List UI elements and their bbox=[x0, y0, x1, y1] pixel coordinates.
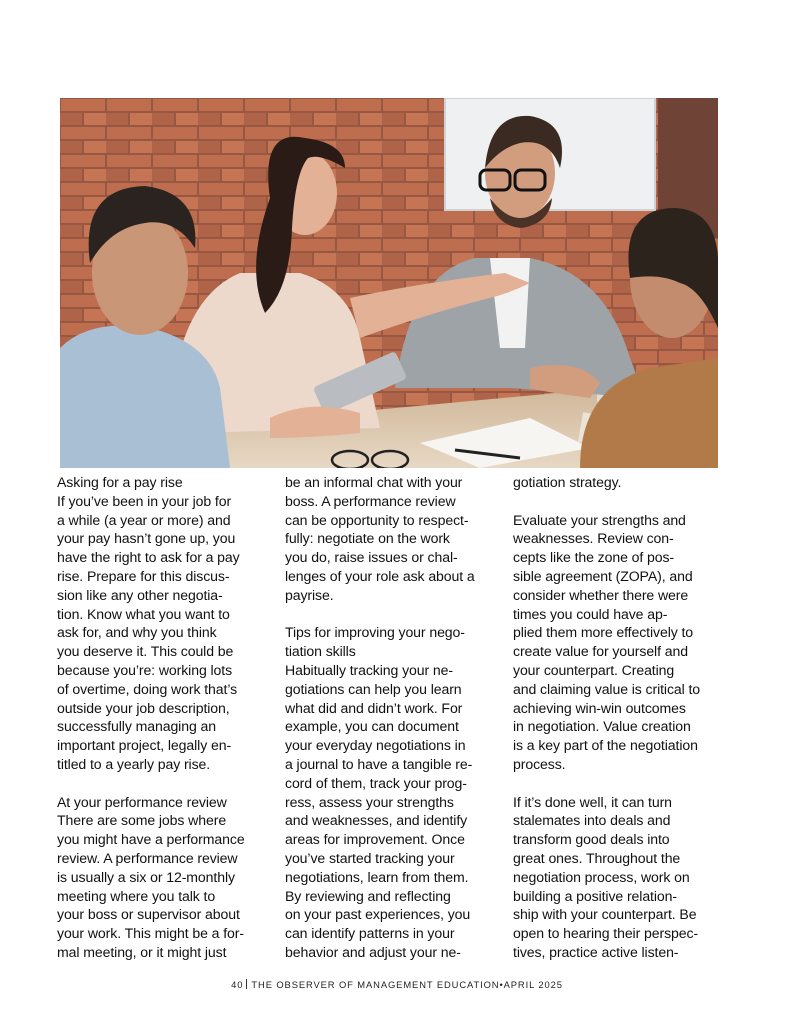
text-line: of overtime, doing work that’s bbox=[57, 680, 238, 697]
text-line: your boss or supervisor about bbox=[57, 906, 240, 923]
article-column-1 bbox=[57, 473, 265, 962]
text-line: ask for, and why you think bbox=[57, 624, 217, 641]
text-line: a journal to have a tangible re- bbox=[285, 755, 473, 772]
text-line: you’ve started tracking your bbox=[285, 849, 455, 866]
text-line: what did and didn’t work. For bbox=[285, 699, 463, 716]
text-line: lenges of your role ask about a bbox=[285, 567, 475, 584]
text-line: plied them more effectively to bbox=[513, 624, 694, 641]
text-line: have the right to ask for a pay bbox=[57, 549, 240, 566]
text-line: your counterpart. Creating bbox=[513, 661, 675, 678]
text-line: times you could have ap- bbox=[513, 605, 668, 622]
text-line: negotiations, learn from them. bbox=[285, 868, 469, 885]
text-line: is usually a six or 12-monthly bbox=[57, 868, 235, 885]
text-line: ress, assess your strengths bbox=[285, 793, 454, 810]
text-line: boss. A performance review bbox=[285, 492, 456, 509]
text-line: titled to a yearly pay rise. bbox=[57, 755, 211, 772]
text-line: you deserve it. This could be bbox=[57, 643, 234, 660]
text-line: example, you can document bbox=[285, 718, 459, 735]
text-line: open to hearing their perspec- bbox=[513, 925, 699, 942]
text-line: ship with your counterpart. Be bbox=[513, 906, 697, 923]
text-line: If you’ve been in your job for bbox=[57, 492, 232, 509]
text-line: negotiation process, work on bbox=[513, 868, 690, 885]
text-line: Asking for a pay rise bbox=[57, 474, 183, 490]
text-line: be an informal chat with your bbox=[285, 474, 463, 490]
text-line: is a key part of the negotiation bbox=[513, 737, 698, 754]
text-line: cord of them, track your prog- bbox=[285, 774, 467, 791]
text-line: tiation skills bbox=[285, 643, 356, 660]
text-line: gotiation strategy. bbox=[513, 474, 622, 490]
text-line: payrise. bbox=[285, 586, 334, 603]
text-line: By reviewing and reflecting bbox=[285, 887, 451, 904]
text-line: mal meeting, or it might just bbox=[57, 943, 227, 960]
text-line: gotiations can help you learn bbox=[285, 680, 462, 697]
text-line: process. bbox=[513, 755, 566, 772]
text-line: stalemates into deals and bbox=[513, 812, 671, 829]
text-line: create value for yourself and bbox=[513, 643, 688, 660]
text-line: in negotiation. Value creation bbox=[513, 718, 691, 735]
footer-divider bbox=[246, 979, 247, 989]
text-line: your work. This might be a for- bbox=[57, 925, 244, 942]
text-line: At your performance review bbox=[57, 793, 227, 810]
text-line: important project, legally en- bbox=[57, 737, 232, 754]
text-line: successfully managing an bbox=[57, 718, 216, 735]
article-column-2 bbox=[285, 473, 493, 962]
page-number: 40 bbox=[231, 979, 244, 990]
text-line: building a positive relation- bbox=[513, 887, 677, 904]
text-line: behavior and adjust your ne- bbox=[285, 943, 461, 960]
text-line: There are some jobs where bbox=[57, 812, 227, 829]
text-line: cepts like the zone of pos- bbox=[513, 549, 675, 566]
text-line: Tips for improving your nego- bbox=[285, 624, 465, 641]
text-line: a while (a year or more) and bbox=[57, 511, 231, 528]
text-line: tives, practice active listen- bbox=[513, 943, 679, 960]
text-line: can be opportunity to respect- bbox=[285, 511, 469, 528]
text-line: If it’s done well, it can turn bbox=[513, 793, 672, 810]
text-line: and weaknesses, and identify bbox=[285, 812, 468, 829]
text-line: you might have a performance bbox=[57, 831, 245, 848]
text-line: weaknesses. Review con- bbox=[513, 530, 674, 547]
text-line: great ones. Throughout the bbox=[513, 849, 681, 866]
text-line: sible agreement (ZOPA), and bbox=[513, 567, 693, 584]
meeting-photo bbox=[60, 98, 718, 468]
text-line: meeting where you talk to bbox=[57, 887, 216, 904]
text-line: achieving win-win outcomes bbox=[513, 699, 686, 716]
publication-line: THE OBSERVER OF MANAGEMENT EDUCATION•APRIL 2025 bbox=[251, 979, 563, 990]
text-line: because you’re: working lots bbox=[57, 661, 233, 678]
text-line: can identify patterns in your bbox=[285, 925, 455, 942]
text-line: review. A performance review bbox=[57, 849, 238, 866]
text-line: tion. Know what you want to bbox=[57, 605, 230, 622]
text-line: rise. Prepare for this discus- bbox=[57, 567, 230, 584]
blank-line bbox=[513, 492, 719, 511]
text-line: you do, raise issues or chal- bbox=[285, 549, 458, 566]
article-column-3 bbox=[513, 473, 719, 962]
text-line: consider whether there were bbox=[513, 586, 689, 603]
text-line: outside your job description, bbox=[57, 699, 230, 716]
text-line: Habitually tracking your ne- bbox=[285, 661, 453, 678]
text-line: sion like any other negotia- bbox=[57, 586, 223, 603]
text-line: Evaluate your strengths and bbox=[513, 511, 686, 528]
text-line: your everyday negotiations in bbox=[285, 737, 466, 754]
text-line: fully: negotiate on the work bbox=[285, 530, 450, 547]
blank-line bbox=[57, 774, 265, 793]
text-line: and claiming value is critical to bbox=[513, 680, 701, 697]
text-line: your pay hasn’t gone up, you bbox=[57, 530, 236, 547]
blank-line bbox=[513, 774, 719, 793]
page-footer bbox=[0, 979, 794, 990]
text-line: transform good deals into bbox=[513, 831, 670, 848]
text-line: areas for improvement. Once bbox=[285, 831, 465, 848]
blank-line bbox=[285, 605, 493, 624]
text-line: on your past experiences, you bbox=[285, 906, 471, 923]
